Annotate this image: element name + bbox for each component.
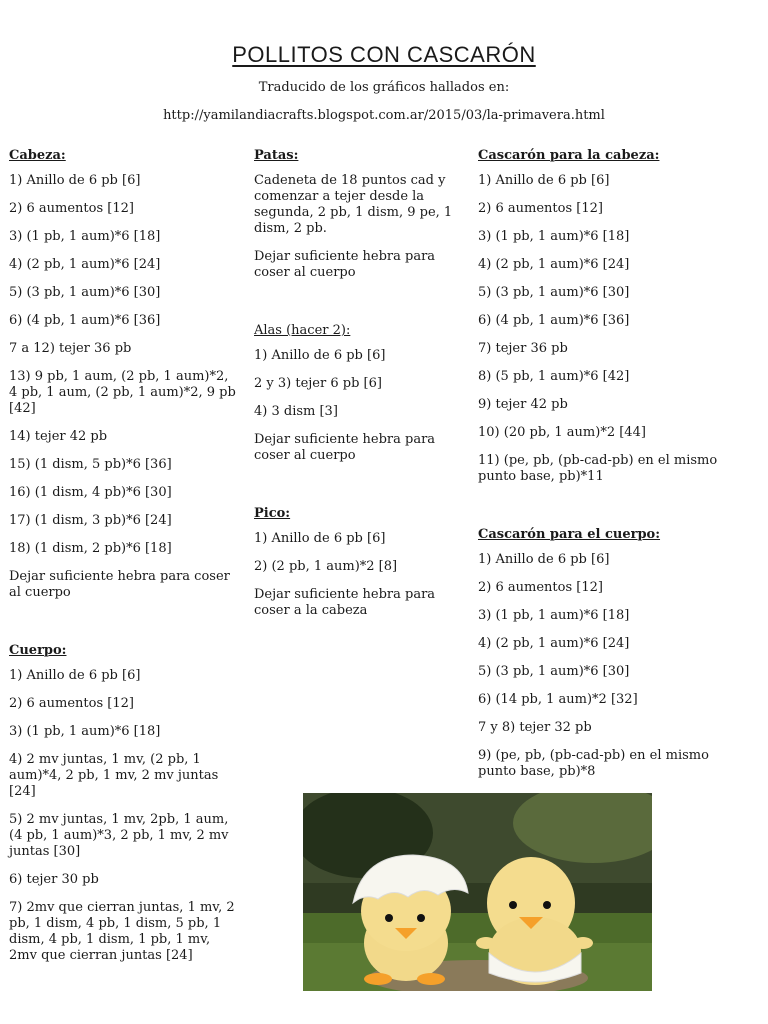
pattern-row: 1) Anillo de 6 pb [6]	[254, 531, 386, 546]
pattern-row: 11) (pe, pb, (pb-cad-pb) en el mismo punto base, pb)*11	[478, 453, 718, 484]
pattern-row: 4) (2 pb, 1 aum)*6 [24]	[478, 257, 630, 272]
pattern-row: 16) (1 dism, 4 pb)*6 [30]	[9, 485, 172, 500]
pattern-row: 9) tejer 42 pb	[478, 397, 568, 412]
pattern-row: 2) 6 aumentos [12]	[478, 580, 603, 595]
pattern-row: 4) 3 dism [3]	[254, 404, 338, 419]
pattern-row: 5) (3 pb, 1 aum)*6 [30]	[9, 285, 161, 300]
section-cuerpo	[9, 643, 239, 964]
section-patas	[254, 148, 454, 281]
chicks-illustration	[303, 793, 652, 991]
pattern-row: 3) (1 pb, 1 aum)*6 [18]	[9, 229, 161, 244]
column-left	[9, 148, 239, 976]
section-heading: Cascarón para el cuerpo:	[478, 527, 661, 542]
column-right	[478, 148, 748, 792]
column-middle	[254, 148, 454, 631]
pattern-row: 2) 6 aumentos [12]	[9, 201, 134, 216]
pattern-row: 3) (1 pb, 1 aum)*6 [18]	[9, 724, 161, 739]
section-heading: Alas (hacer 2):	[254, 323, 351, 338]
amigurumi-chicks-photo	[303, 793, 652, 991]
document-subtitle: Traducido de los gráficos hallados en:	[258, 80, 510, 95]
pattern-row: 2) 6 aumentos [12]	[9, 696, 134, 711]
pattern-note: Dejar suficiente hebra para coser al cuerpo	[254, 249, 436, 280]
pattern-row: 7) tejer 36 pb	[478, 341, 568, 356]
section-heading: Cuerpo:	[9, 643, 67, 658]
pattern-row: 9) (pe, pb, (pb-cad-pb) en el mismo punto base, pb)*8	[478, 748, 709, 779]
section-cabeza	[9, 148, 239, 601]
pattern-row: 17) (1 dism, 3 pb)*6 [24]	[9, 513, 172, 528]
pattern-row: 7 a 12) tejer 36 pb	[9, 341, 132, 356]
pattern-row: 1) Anillo de 6 pb [6]	[254, 348, 386, 363]
pattern-row: 13) 9 pb, 1 aum, (2 pb, 1 aum)*2, 4 pb, 1 aum, (2 pb, 1 aum)*2, 9 pb [42]	[9, 369, 236, 416]
pattern-row: 4) 2 mv juntas, 1 mv, (2 pb, 1 aum)*4, 2 pb, 1 mv, 2 mv juntas [24]	[9, 752, 219, 799]
pattern-row: 1) Anillo de 6 pb [6]	[478, 552, 610, 567]
pattern-row: 6) tejer 30 pb	[9, 872, 99, 887]
section-heading: Cascarón para la cabeza:	[478, 148, 660, 163]
pattern-row: 2 y 3) tejer 6 pb [6]	[254, 376, 382, 391]
document-title: POLLITOS CON CASCARÓN	[232, 42, 536, 67]
pattern-row: 1) Anillo de 6 pb [6]	[9, 173, 141, 188]
section-heading: Cabeza:	[9, 148, 66, 163]
pattern-row: 3) (1 pb, 1 aum)*6 [18]	[478, 229, 630, 244]
pattern-row: 4) (2 pb, 1 aum)*6 [24]	[9, 257, 161, 272]
section-cascaron-cabeza	[478, 148, 748, 485]
section-alas	[254, 323, 454, 464]
pattern-row: 6) (4 pb, 1 aum)*6 [36]	[9, 313, 161, 328]
pattern-row: 10) (20 pb, 1 aum)*2 [44]	[478, 425, 646, 440]
pattern-row: Cadeneta de 18 puntos cad y comenzar a tejer desde la segunda, 2 pb, 1 dism, 9 pe, 1 dism, 2 pb.	[254, 173, 453, 236]
pattern-row: 14) tejer 42 pb	[9, 429, 108, 444]
pattern-row: 18) (1 dism, 2 pb)*6 [18]	[9, 541, 172, 556]
pattern-row: 3) (1 pb, 1 aum)*6 [18]	[478, 608, 630, 623]
pattern-row: 2) (2 pb, 1 aum)*2 [8]	[254, 559, 398, 574]
pattern-row: 8) (5 pb, 1 aum)*6 [42]	[478, 369, 630, 384]
section-heading: Patas:	[254, 148, 299, 163]
pattern-note: Dejar suficiente hebra para coser al cuerpo	[9, 569, 230, 600]
pattern-row: 6) (14 pb, 1 aum)*2 [32]	[478, 692, 638, 707]
pattern-row: 1) Anillo de 6 pb [6]	[478, 173, 610, 188]
section-cascaron-cuerpo	[478, 527, 748, 780]
pattern-row: 5) (3 pb, 1 aum)*6 [30]	[478, 664, 630, 679]
pattern-row: 1) Anillo de 6 pb [6]	[9, 668, 141, 683]
section-pico	[254, 506, 454, 619]
pattern-row: 5) (3 pb, 1 aum)*6 [30]	[478, 285, 630, 300]
pattern-note: Dejar suficiente hebra para coser al cuerpo	[254, 432, 436, 463]
pattern-row: 5) 2 mv juntas, 1 mv, 2pb, 1 aum, (4 pb, 1 aum)*3, 2 pb, 1 mv, 2 mv juntas [30]	[9, 812, 229, 859]
pattern-row: 15) (1 dism, 5 pb)*6 [36]	[9, 457, 172, 472]
pattern-note: Dejar suficiente hebra para coser a la cabeza	[254, 587, 436, 618]
pattern-row: 7 y 8) tejer 32 pb	[478, 720, 592, 735]
pattern-row: 2) 6 aumentos [12]	[478, 201, 603, 216]
source-url[interactable]: http://yamilandiacrafts.blogspot.com.ar/2015/03/la-primavera.html	[163, 108, 605, 123]
pattern-row: 7) 2mv que cierran juntas, 1 mv, 2 pb, 1 dism, 4 pb, 1 dism, 5 pb, 1 dism, 4 pb, 1 dism, 1 pb, 1 mv, 2mv que cierran juntas [24]	[9, 900, 235, 963]
pattern-row: 4) (2 pb, 1 aum)*6 [24]	[478, 636, 630, 651]
pattern-row: 6) (4 pb, 1 aum)*6 [36]	[478, 313, 630, 328]
section-heading: Pico:	[254, 506, 291, 521]
